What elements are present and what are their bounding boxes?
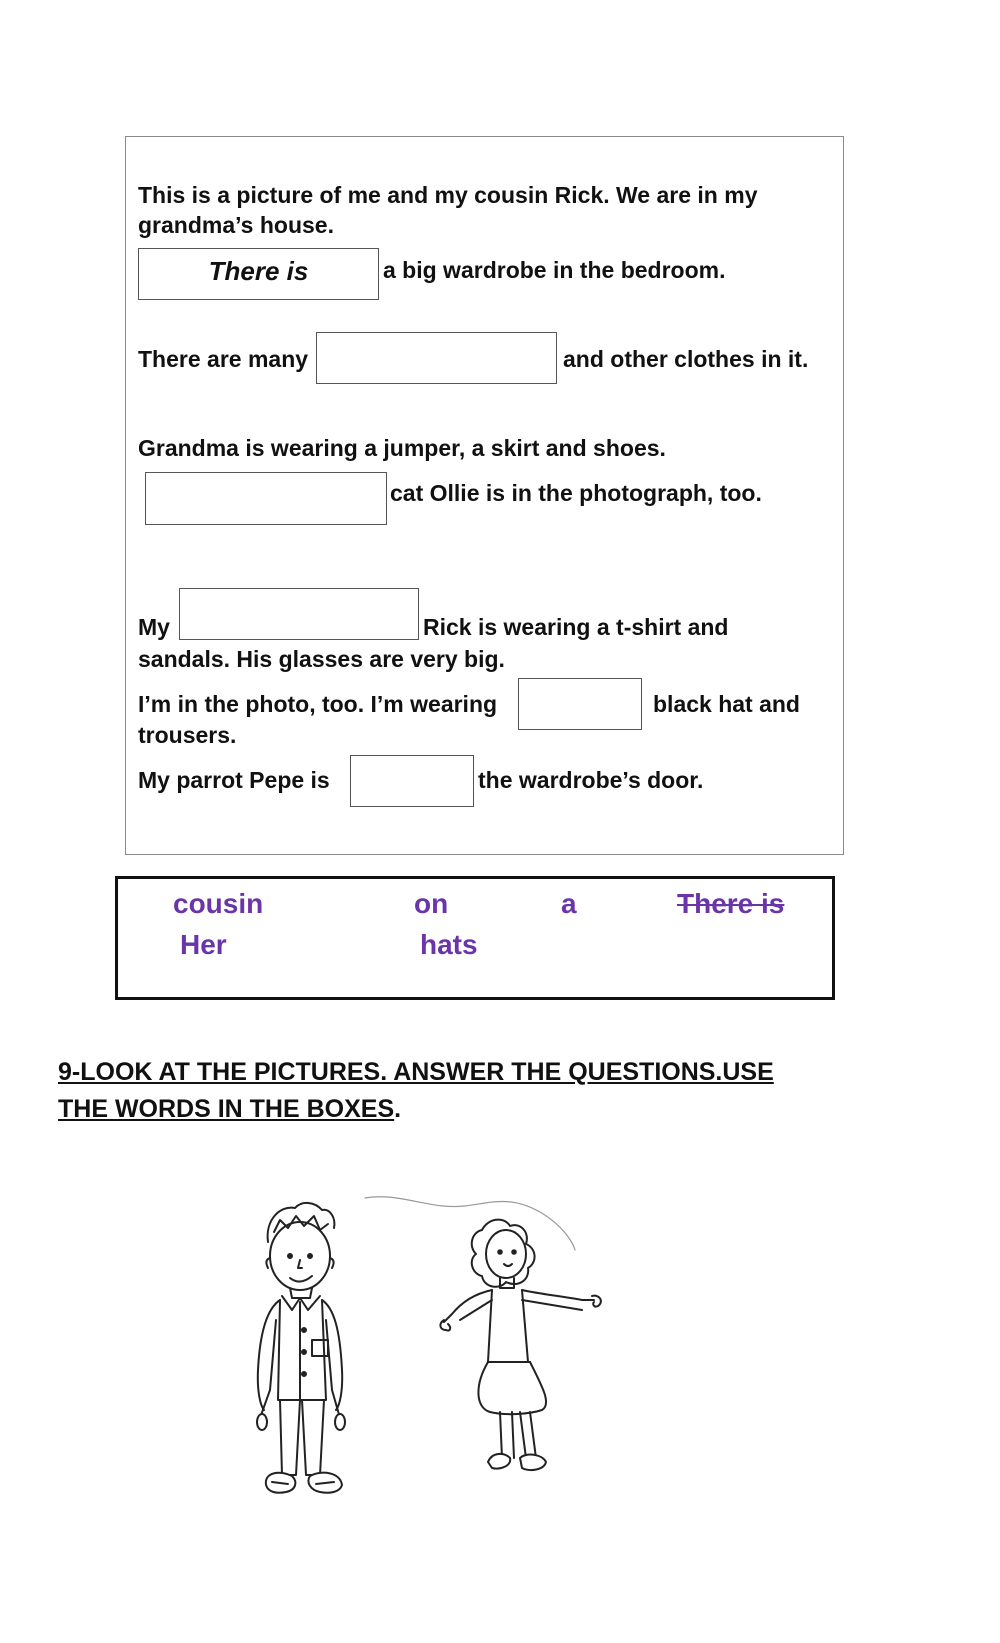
word-on[interactable]: on [414, 888, 449, 919]
sentence-6-after: black hat and [653, 691, 800, 717]
word-her[interactable]: Her [180, 929, 227, 960]
word-cousin[interactable]: cousin [173, 888, 264, 919]
answer-box-4[interactable] [179, 588, 419, 640]
answer-box-3[interactable] [145, 472, 387, 525]
sentence-2-after: and other clothes in it. [563, 346, 809, 372]
sentence-5-before: My [138, 614, 170, 640]
boy-figure [257, 1203, 345, 1493]
section-9-heading-line-2-text: THE WORDS IN THE BOXES [58, 1095, 395, 1123]
sentence-1-text: a big wardrobe in the bedroom. [383, 257, 726, 283]
sentence-7-after: the wardrobe’s door. [478, 767, 704, 793]
sentence-2-before: There are many [138, 346, 309, 372]
answer-box-1[interactable] [138, 248, 379, 300]
section-9-heading-period: . [394, 1095, 402, 1123]
word-there-is-used[interactable]: There is [677, 888, 785, 919]
section-9-heading-line-1: 9-LOOK AT THE PICTURES. ANSWER THE QUESTIONS.USE [58, 1058, 774, 1086]
answer-box-1-value: There is [208, 256, 309, 286]
sentence-5-line-2: sandals. His glasses are very big. [138, 646, 505, 672]
answer-box-2[interactable] [316, 332, 557, 384]
answer-box-6[interactable] [350, 755, 474, 807]
sentence-5-after: Rick is wearing a t-shirt and [423, 614, 729, 640]
section-9-heading-line-2 [58, 1091, 401, 1128]
girl-figure [440, 1220, 601, 1470]
sentence-6-before: I’m in the photo, too. I’m wearing [138, 691, 498, 717]
intro-line-1: This is a picture of me and my cousin Rick. We are in my [138, 182, 758, 208]
intro-line-2: grandma’s house. [138, 212, 334, 238]
children-illustration [230, 1190, 650, 1510]
sentence-7-before: My parrot Pepe is [138, 767, 330, 793]
sentence-6-line-2: trousers. [138, 722, 237, 748]
word-hats[interactable]: hats [420, 929, 478, 960]
answer-box-5[interactable] [518, 678, 642, 730]
word-a[interactable]: a [561, 888, 577, 919]
sentence-3-text: Grandma is wearing a jumper, a skirt and shoes. [138, 435, 666, 461]
sentence-4-text: cat Ollie is in the photograph, too. [390, 480, 762, 506]
